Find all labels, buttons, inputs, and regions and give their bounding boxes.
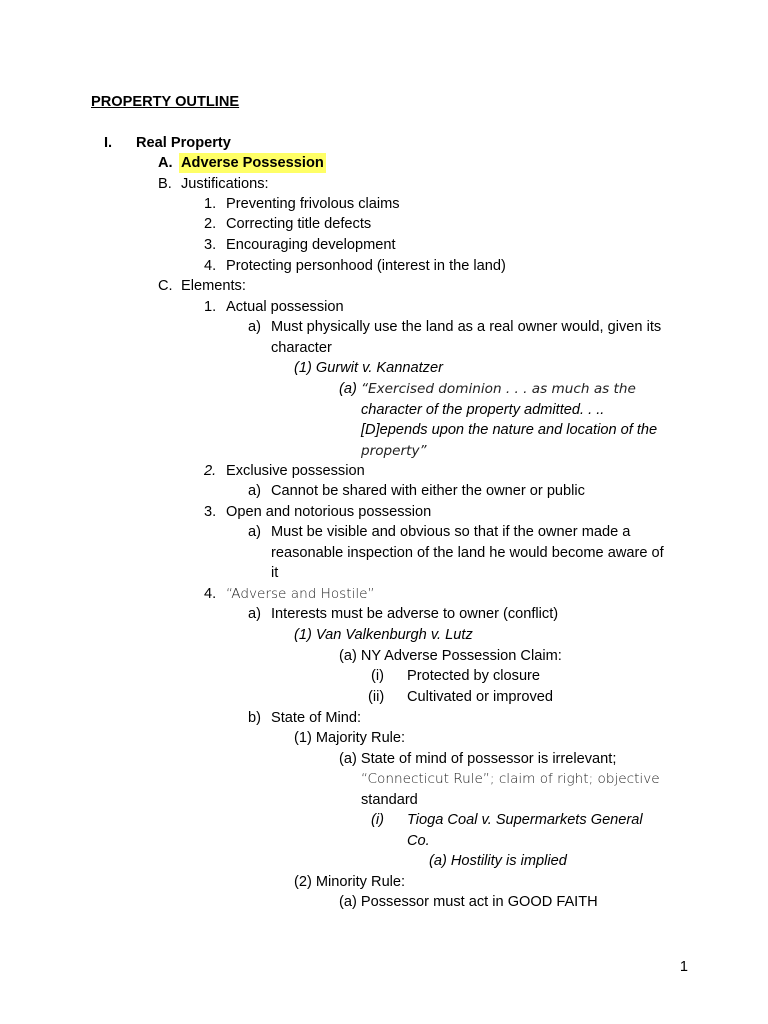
outline-label: C. xyxy=(158,278,173,294)
outline-text: Interests must be adverse to owner (conflict) xyxy=(271,606,559,622)
outline-text: Cultivated or improved xyxy=(407,689,554,705)
outline-text: Cannot be shared with either the owner or public xyxy=(271,483,585,499)
outline-text: Must be visible and obvious so that if the owner made a xyxy=(271,524,631,540)
outline-label: (ii) xyxy=(368,689,385,705)
outline-label: 2. xyxy=(204,216,217,232)
outline-text: Exclusive possession xyxy=(226,463,365,479)
outline-label: a) xyxy=(248,606,261,622)
outline-label: a) xyxy=(248,319,261,335)
outline-text: Encouraging development xyxy=(226,237,396,253)
quote-text: property” xyxy=(361,443,427,459)
outline-text: character xyxy=(271,340,332,356)
outline-text: (2) Minority Rule: xyxy=(294,874,406,890)
outline-text: Preventing frivolous claims xyxy=(226,196,400,212)
outline-text: Protecting personhood (interest in the land) xyxy=(226,258,506,274)
outline-text: Tioga Coal v. Supermarkets General xyxy=(407,812,643,828)
page-number: 1 xyxy=(679,959,688,975)
outline-text: Open and notorious possession xyxy=(226,504,432,520)
outline-label: b) xyxy=(248,710,261,726)
outline-label: (i) xyxy=(371,668,384,684)
outline-text: Justifications: xyxy=(181,176,269,192)
outline-label: B. xyxy=(158,176,172,192)
outline-label: 3. xyxy=(204,237,217,253)
outline-text: (1) Majority Rule: xyxy=(294,730,406,746)
outline-label: 2. xyxy=(204,463,217,479)
outline-text: Correcting title defects xyxy=(226,216,372,232)
outline-text: (1) Gurwit v. Kannatzer xyxy=(294,360,443,376)
outline-label: (a) xyxy=(339,381,357,397)
highlighted-heading: Adverse Possession xyxy=(181,155,324,171)
outline-text: (1) Van Valkenburgh v. Lutz xyxy=(294,627,473,643)
outline-label: 3. xyxy=(204,504,217,520)
outline-label: a) xyxy=(248,524,261,540)
document-title: PROPERTY OUTLINE xyxy=(91,94,240,110)
outline-label: a) xyxy=(248,483,261,499)
quote-text: [D]epends upon the nature and location of the xyxy=(361,422,658,438)
outline-text: “Connecticut Rule”; claim of right; objective xyxy=(361,771,660,787)
outline-text: (a) NY Adverse Possession Claim: xyxy=(339,648,562,664)
outline-text: “Adverse and Hostile” xyxy=(226,586,375,602)
outline-label: 4. xyxy=(204,586,217,602)
outline-text: reasonable inspection of the land he would become aware of xyxy=(271,545,664,561)
outline-text: Co. xyxy=(407,833,430,849)
outline-text: Actual possession xyxy=(226,299,344,315)
outline-text: Elements: xyxy=(181,278,246,294)
outline-label: 1. xyxy=(204,299,217,315)
outline-label: I. xyxy=(104,135,113,151)
outline-label: (i) xyxy=(371,812,384,828)
outline-label: A. xyxy=(158,155,173,171)
outline-text: Real Property xyxy=(136,135,231,151)
outline-text: it xyxy=(271,565,279,581)
outline-label: 1. xyxy=(204,196,217,212)
outline-text: State of Mind: xyxy=(271,710,362,726)
outline-text: (a) Possessor must act in GOOD FAITH xyxy=(339,894,598,910)
outline-text: (a) Hostility is implied xyxy=(429,853,567,869)
outline-text: Must physically use the land as a real owner would, given its xyxy=(271,319,662,335)
outline-text: Protected by closure xyxy=(407,668,541,684)
outline-text: (a) State of mind of possessor is irrelevant; xyxy=(339,751,617,767)
outline-text: standard xyxy=(361,792,418,808)
quote-text: character of the property admitted. . .. xyxy=(361,402,605,418)
outline-label: 4. xyxy=(204,258,217,274)
quote-text: “Exercised dominion . . . as much as the xyxy=(361,381,636,397)
